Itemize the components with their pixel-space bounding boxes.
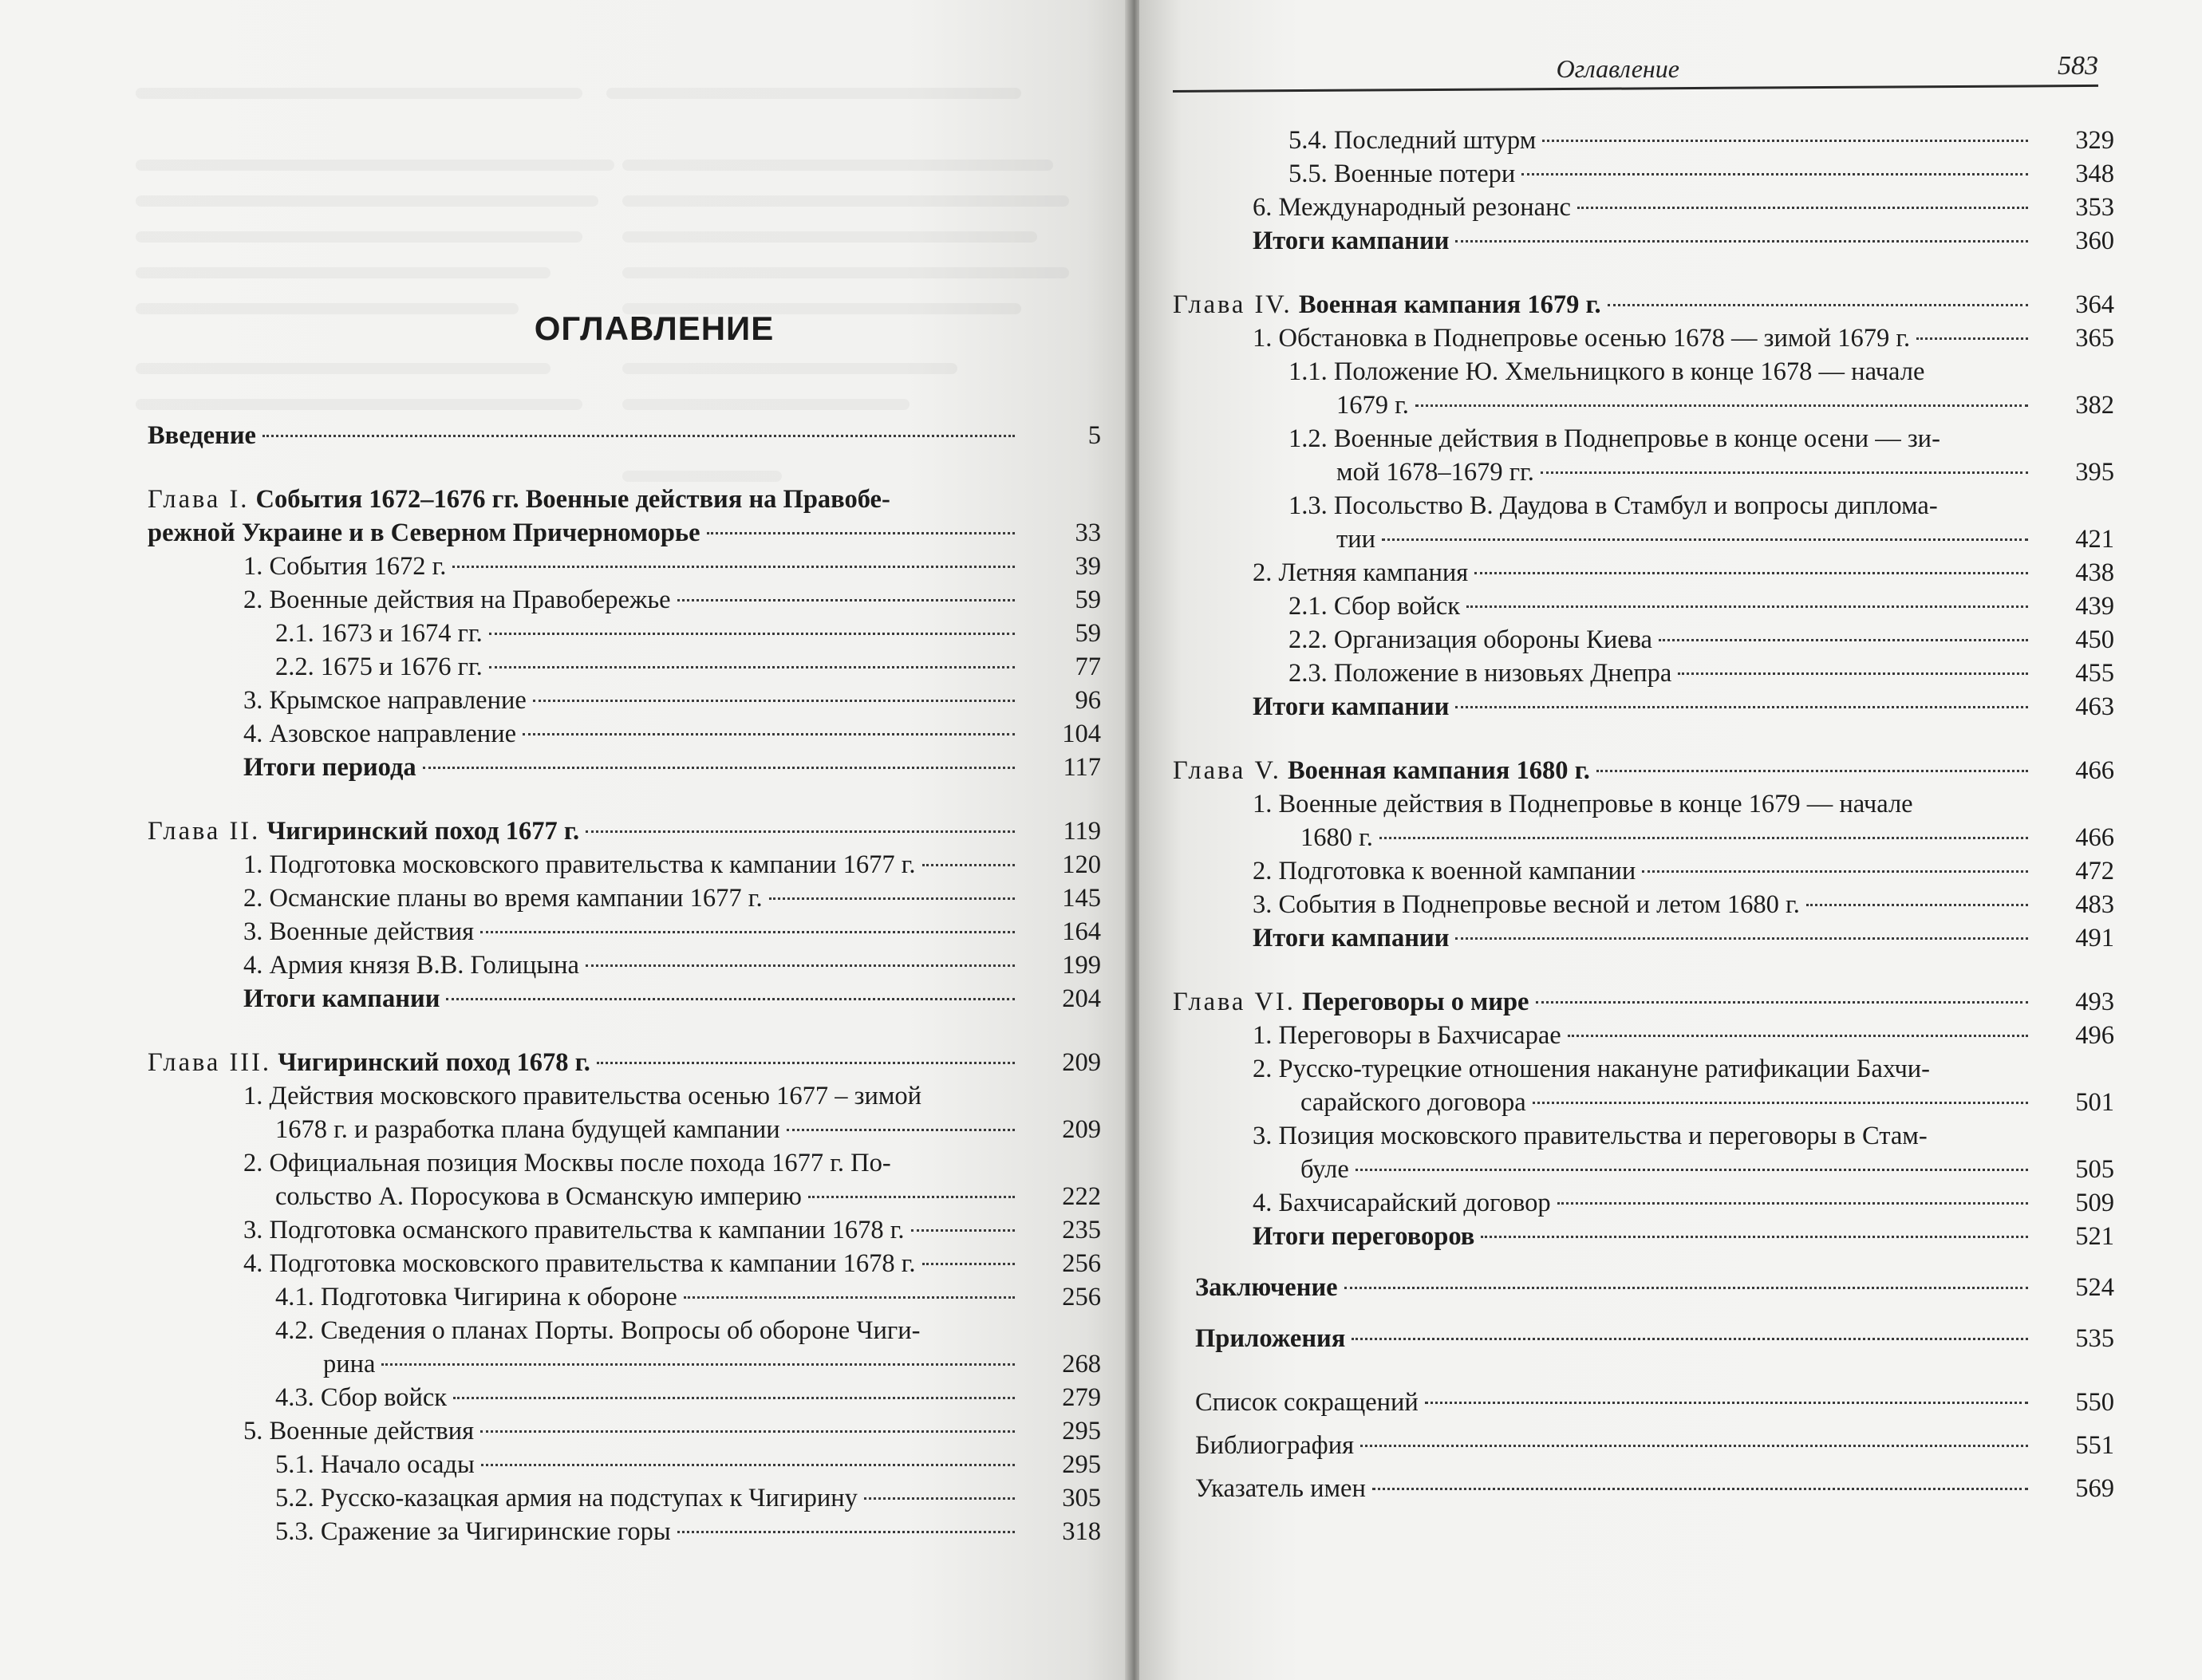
toc-entry[interactable]: 5.3. Сражение за Чигиринские горы 318 bbox=[275, 1517, 1101, 1546]
toc-entry[interactable]: 4.1. Подготовка Чигирина к обороне 256 bbox=[275, 1283, 1101, 1311]
toc-entry-cont[interactable]: тии 421 bbox=[1336, 525, 2114, 554]
toc-entry[interactable]: 2. Военные действия на Правобережье 59 bbox=[243, 586, 1101, 614]
toc-entry[interactable]: 1.2. Военные действия в Поднепровье в конце осени — зи- bbox=[1288, 424, 1940, 453]
toc-entry[interactable]: 1. Подготовка московского правительства к кампании 1677 г. 120 bbox=[243, 850, 1101, 879]
chapter-2-heading[interactable]: Глава II. Чигиринский поход 1677 г. 119 bbox=[148, 817, 1101, 846]
toc-entry[interactable]: 4. Азовское направление 104 bbox=[243, 720, 1101, 748]
toc-entry[interactable]: 5.5. Военные потери 348 bbox=[1288, 160, 2114, 188]
chapter-1-heading[interactable]: Глава I. События 1672–1676 гг. Военные действия на Правобе- bbox=[148, 485, 890, 514]
toc-title: ОГЛАВЛЕНИЕ bbox=[534, 310, 775, 347]
page-number: 583 bbox=[2058, 51, 2098, 81]
toc-entry-cont[interactable]: рина 268 bbox=[323, 1350, 1101, 1378]
toc-entry-conclusion[interactable]: Заключение 524 bbox=[1195, 1273, 2114, 1302]
toc-entry[interactable]: 1. Военные действия в Поднепровье в конце 1679 — начале bbox=[1253, 790, 1913, 818]
toc-entry[interactable]: 2. Подготовка к военной кампании 472 bbox=[1253, 857, 2114, 885]
toc-entry-cont[interactable]: сарайского договора 501 bbox=[1300, 1088, 2114, 1117]
toc-entry[interactable]: 1.1. Положение Ю. Хмельницкого в конце 1678 — начале bbox=[1288, 357, 1925, 386]
toc-entry[interactable]: 2. Османские планы во время кампании 1677 г. 145 bbox=[243, 884, 1101, 913]
toc-entry[interactable]: 3. Военные действия 164 bbox=[243, 917, 1101, 946]
toc-entry[interactable]: 4.3. Сбор войск 279 bbox=[275, 1383, 1101, 1412]
toc-entry-summary[interactable]: Итоги кампании 204 bbox=[243, 984, 1101, 1013]
toc-entry-cont[interactable]: 1679 г. 382 bbox=[1336, 391, 2114, 420]
chapter-1-heading-cont[interactable]: режной Украине и в Северном Причерноморье 33 bbox=[148, 519, 1101, 547]
toc-entry[interactable]: 5.1. Начало осады 295 bbox=[275, 1450, 1101, 1479]
toc-entry-appendices[interactable]: Приложения 535 bbox=[1195, 1324, 2114, 1353]
toc-entry[interactable]: 3. Крымское направление 96 bbox=[243, 686, 1101, 715]
toc-entry-summary[interactable]: Итоги кампании 463 bbox=[1253, 692, 2114, 721]
chapter-5-heading[interactable]: Глава V. Военная кампания 1680 г. 466 bbox=[1173, 756, 2114, 785]
toc-entry[interactable]: 2.3. Положение в низовьях Днепра 455 bbox=[1288, 659, 2114, 688]
toc-entry[interactable]: 2.2. 1675 и 1676 гг. 77 bbox=[275, 653, 1101, 681]
toc-left-column bbox=[148, 419, 1101, 1548]
toc-entry-abbreviations[interactable]: Список сокращений 550 bbox=[1195, 1388, 2114, 1417]
toc-entry[interactable]: 3. Подготовка османского правительства к кампании 1678 г. 235 bbox=[243, 1216, 1101, 1244]
chapter-6-heading[interactable]: Глава VI. Переговоры о мире 493 bbox=[1173, 988, 2114, 1016]
toc-entry[interactable]: 3. События в Поднепровье весной и летом 1680 г. 483 bbox=[1253, 890, 2114, 919]
toc-entry-summary[interactable]: Итоги переговоров 521 bbox=[1253, 1222, 2114, 1251]
toc-entry[interactable]: 2. Русско-турецкие отношения накануне ратификации Бахчи- bbox=[1253, 1055, 1930, 1083]
toc-entry-summary[interactable]: Итоги кампании 360 bbox=[1253, 227, 2114, 255]
toc-entry[interactable]: 1. События 1672 г. 39 bbox=[243, 552, 1101, 581]
toc-entry[interactable]: 1. Обстановка в Поднепровье осенью 1678 — зимой 1679 г. 365 bbox=[1253, 324, 2114, 353]
toc-entry[interactable]: 3. Позиция московского правительства и переговоры в Стам- bbox=[1253, 1122, 1928, 1150]
toc-entry[interactable]: 4. Подготовка московского правительства к кампании 1678 г. 256 bbox=[243, 1249, 1101, 1278]
toc-entry[interactable]: 1. Переговоры в Бахчисарае 496 bbox=[1253, 1021, 2114, 1050]
running-title: Оглавление bbox=[1556, 54, 1679, 83]
toc-entry-bibliography[interactable]: Библиография 551 bbox=[1195, 1431, 2114, 1460]
toc-entry[interactable]: 2.1. Сбор войск 439 bbox=[1288, 592, 2114, 621]
toc-right-column bbox=[1173, 124, 2114, 1505]
toc-entry-intro[interactable]: Введение 5 bbox=[148, 421, 1101, 450]
toc-entry[interactable]: 4. Армия князя В.В. Голицына 199 bbox=[243, 951, 1101, 980]
toc-entry[interactable]: 1. Действия московского правительства осенью 1677 – зимой bbox=[243, 1082, 922, 1110]
toc-entry[interactable]: 2. Официальная позиция Москвы после похода 1677 г. По- bbox=[243, 1149, 891, 1177]
toc-entry[interactable]: 2. Летняя кампания 438 bbox=[1253, 558, 2114, 587]
toc-entry[interactable]: 2.2. Организация обороны Киева 450 bbox=[1288, 625, 2114, 654]
toc-entry-cont[interactable]: сольство А. Поросукова в Османскую империю 222 bbox=[275, 1182, 1101, 1211]
toc-entry-summary[interactable]: Итоги кампании 491 bbox=[1253, 924, 2114, 952]
toc-entry[interactable]: 5.2. Русско-казацкая армия на подступах к Чигирину 305 bbox=[275, 1484, 1101, 1512]
toc-entry[interactable]: 5.4. Последний штурм 329 bbox=[1288, 126, 2114, 155]
toc-entry[interactable]: 6. Международный резонанс 353 bbox=[1253, 193, 2114, 222]
toc-entry[interactable]: 1.3. Посольство В. Даудова в Стамбул и вопросы диплома- bbox=[1288, 491, 1938, 520]
toc-entry-cont[interactable]: 1678 г. и разработка плана будущей кампании 209 bbox=[275, 1115, 1101, 1144]
chapter-4-heading[interactable]: Глава IV. Военная кампания 1679 г. 364 bbox=[1173, 290, 2114, 319]
chapter-3-heading[interactable]: Глава III. Чигиринский поход 1678 г. 209 bbox=[148, 1048, 1101, 1077]
toc-entry-cont[interactable]: буле 505 bbox=[1300, 1155, 2114, 1184]
toc-entry[interactable]: 5. Военные действия 295 bbox=[243, 1417, 1101, 1445]
toc-entry[interactable]: 2.1. 1673 и 1674 гг. 59 bbox=[275, 619, 1101, 648]
toc-entry-name-index[interactable]: Указатель имен 569 bbox=[1195, 1474, 2114, 1503]
toc-entry[interactable]: 4. Бахчисарайский договор 509 bbox=[1253, 1189, 2114, 1217]
toc-entry-cont[interactable]: 1680 г. 466 bbox=[1300, 823, 2114, 852]
toc-entry-cont[interactable]: мой 1678–1679 гг. 395 bbox=[1336, 458, 2114, 487]
toc-entry-summary[interactable]: Итоги периода 117 bbox=[243, 753, 1101, 782]
toc-entry[interactable]: 4.2. Сведения о планах Порты. Вопросы об обороне Чиги- bbox=[275, 1316, 921, 1345]
